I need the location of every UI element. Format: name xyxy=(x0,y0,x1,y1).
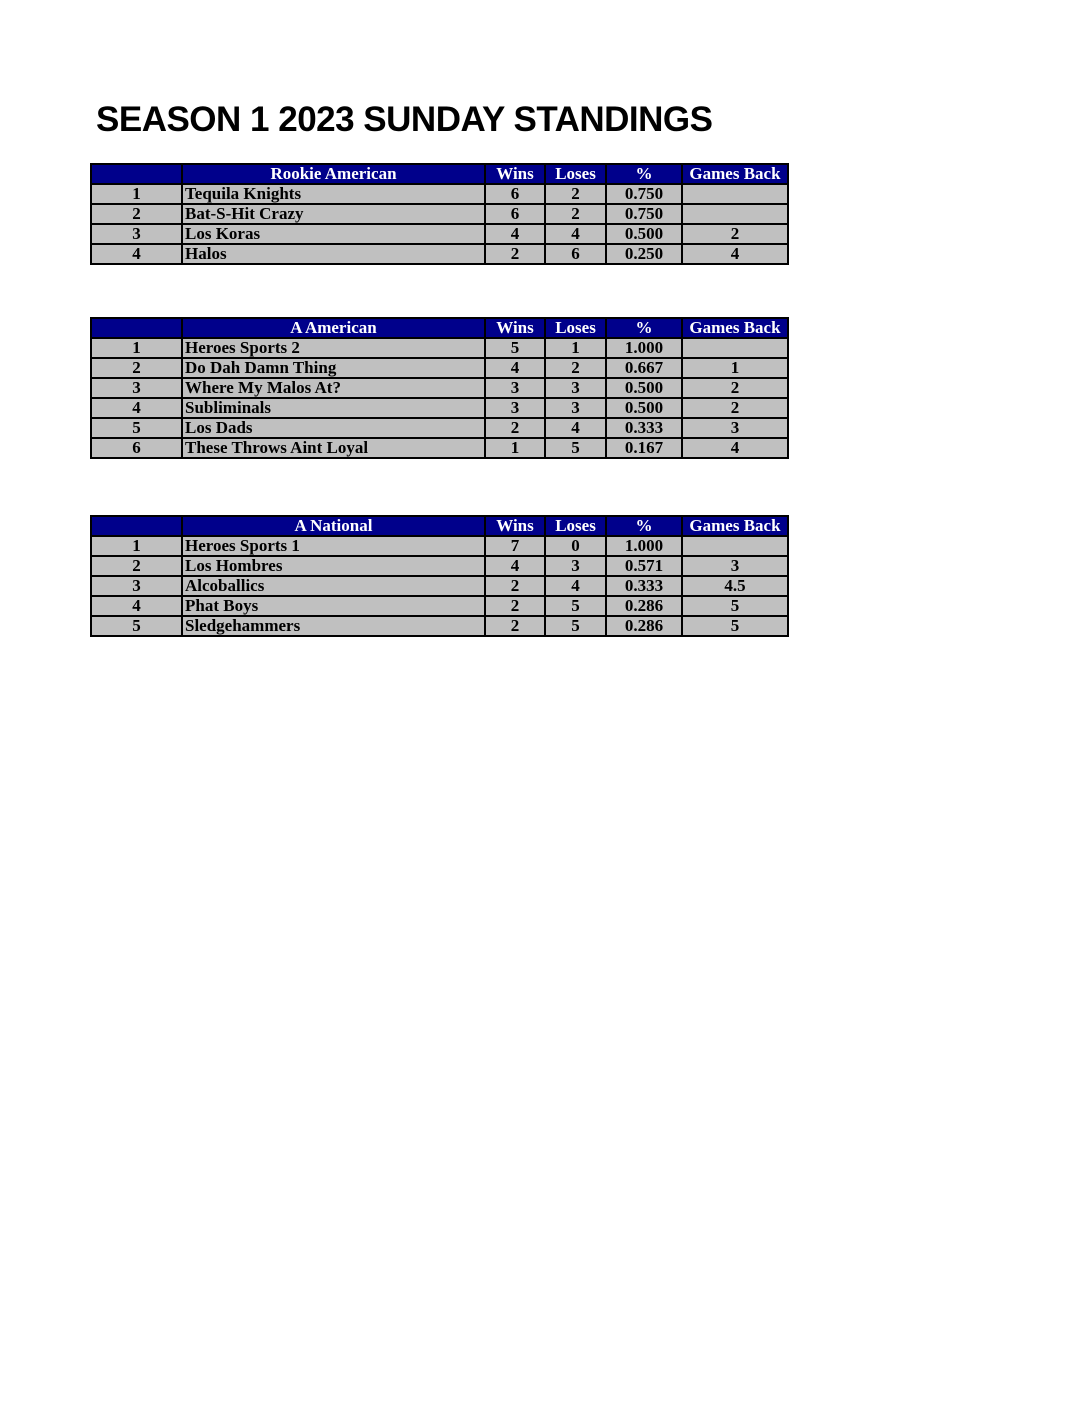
rank-header xyxy=(91,516,182,536)
table-row xyxy=(91,556,788,576)
loses-cell: 4 xyxy=(545,418,606,438)
loses-cell: 0 xyxy=(545,536,606,556)
games-back-cell: 4 xyxy=(682,438,788,458)
loses-cell: 2 xyxy=(545,184,606,204)
rank-cell: 2 xyxy=(91,204,182,224)
loses-cell: 1 xyxy=(545,338,606,358)
wins-cell: 4 xyxy=(485,556,545,576)
games-back-cell: 5 xyxy=(682,616,788,636)
games-back-cell: 2 xyxy=(682,378,788,398)
rank-cell: 4 xyxy=(91,596,182,616)
division-name-header: Rookie American xyxy=(182,164,485,184)
loses-cell: 4 xyxy=(545,224,606,244)
loses-header: Loses xyxy=(545,164,606,184)
rank-cell: 5 xyxy=(91,616,182,636)
pct-cell: 1.000 xyxy=(606,338,682,358)
games-back-cell xyxy=(682,204,788,224)
wins-cell: 3 xyxy=(485,378,545,398)
loses-cell: 5 xyxy=(545,596,606,616)
pct-header: % xyxy=(606,516,682,536)
pct-header: % xyxy=(606,318,682,338)
games-back-cell: 3 xyxy=(682,418,788,438)
division-name-header: A American xyxy=(182,318,485,338)
pct-cell: 0.500 xyxy=(606,224,682,244)
team-cell: Tequila Knights xyxy=(182,184,485,204)
pct-cell: 0.750 xyxy=(606,184,682,204)
pct-cell: 0.250 xyxy=(606,244,682,264)
pct-cell: 0.571 xyxy=(606,556,682,576)
games-back-cell: 2 xyxy=(682,398,788,418)
wins-cell: 3 xyxy=(485,398,545,418)
pct-cell: 0.500 xyxy=(606,398,682,418)
rank-header xyxy=(91,164,182,184)
loses-cell: 3 xyxy=(545,378,606,398)
rank-header xyxy=(91,318,182,338)
standings-table-rookie-american xyxy=(90,163,789,265)
wins-cell: 2 xyxy=(485,418,545,438)
team-cell: Heroes Sports 2 xyxy=(182,338,485,358)
team-cell: Do Dah Damn Thing xyxy=(182,358,485,378)
standings-table-a-national xyxy=(90,515,789,637)
team-cell: Phat Boys xyxy=(182,596,485,616)
rank-cell: 6 xyxy=(91,438,182,458)
wins-header: Wins xyxy=(485,164,545,184)
team-cell: Los Dads xyxy=(182,418,485,438)
games-back-cell: 1 xyxy=(682,358,788,378)
rank-cell: 5 xyxy=(91,418,182,438)
games-back-cell: 3 xyxy=(682,556,788,576)
wins-cell: 6 xyxy=(485,204,545,224)
rank-cell: 1 xyxy=(91,184,182,204)
table-row xyxy=(91,418,788,438)
rank-cell: 4 xyxy=(91,398,182,418)
table-row xyxy=(91,616,788,636)
table-header-row xyxy=(91,318,788,338)
division-name-header: A National xyxy=(182,516,485,536)
wins-cell: 6 xyxy=(485,184,545,204)
games-back-cell: 2 xyxy=(682,224,788,244)
team-cell: Los Hombres xyxy=(182,556,485,576)
loses-cell: 5 xyxy=(545,438,606,458)
table-row xyxy=(91,378,788,398)
loses-header: Loses xyxy=(545,516,606,536)
table-row xyxy=(91,184,788,204)
games-back-cell: 4.5 xyxy=(682,576,788,596)
table-header-row xyxy=(91,164,788,184)
pct-header: % xyxy=(606,164,682,184)
loses-cell: 3 xyxy=(545,398,606,418)
wins-cell: 5 xyxy=(485,338,545,358)
wins-header: Wins xyxy=(485,318,545,338)
pct-cell: 0.167 xyxy=(606,438,682,458)
rank-cell: 3 xyxy=(91,224,182,244)
rank-cell: 3 xyxy=(91,378,182,398)
games-back-header: Games Back xyxy=(682,164,788,184)
wins-header: Wins xyxy=(485,516,545,536)
games-back-cell xyxy=(682,184,788,204)
team-cell: Alcoballics xyxy=(182,576,485,596)
loses-cell: 2 xyxy=(545,204,606,224)
games-back-cell: 4 xyxy=(682,244,788,264)
standings-table-a-american xyxy=(90,317,789,459)
loses-cell: 5 xyxy=(545,616,606,636)
wins-cell: 7 xyxy=(485,536,545,556)
team-cell: Where My Malos At? xyxy=(182,378,485,398)
table-row xyxy=(91,398,788,418)
pct-cell: 0.500 xyxy=(606,378,682,398)
loses-cell: 6 xyxy=(545,244,606,264)
games-back-cell xyxy=(682,536,788,556)
rank-cell: 1 xyxy=(91,338,182,358)
wins-cell: 4 xyxy=(485,358,545,378)
team-cell: Heroes Sports 1 xyxy=(182,536,485,556)
loses-cell: 4 xyxy=(545,576,606,596)
table-row xyxy=(91,244,788,264)
games-back-cell: 5 xyxy=(682,596,788,616)
rank-cell: 2 xyxy=(91,358,182,378)
page-title: SEASON 1 2023 SUNDAY STANDINGS xyxy=(96,100,713,139)
team-cell: Sledgehammers xyxy=(182,616,485,636)
pct-cell: 0.750 xyxy=(606,204,682,224)
rank-cell: 1 xyxy=(91,536,182,556)
wins-cell: 2 xyxy=(485,244,545,264)
pct-cell: 0.286 xyxy=(606,616,682,636)
table-row xyxy=(91,204,788,224)
wins-cell: 2 xyxy=(485,596,545,616)
team-cell: Los Koras xyxy=(182,224,485,244)
team-cell: Bat-S-Hit Crazy xyxy=(182,204,485,224)
pct-cell: 0.667 xyxy=(606,358,682,378)
games-back-header: Games Back xyxy=(682,516,788,536)
loses-cell: 2 xyxy=(545,358,606,378)
table-header-row xyxy=(91,516,788,536)
table-row xyxy=(91,338,788,358)
loses-header: Loses xyxy=(545,318,606,338)
pct-cell: 0.333 xyxy=(606,576,682,596)
rank-cell: 2 xyxy=(91,556,182,576)
wins-cell: 1 xyxy=(485,438,545,458)
table-row xyxy=(91,224,788,244)
wins-cell: 2 xyxy=(485,616,545,636)
rank-cell: 3 xyxy=(91,576,182,596)
team-cell: Halos xyxy=(182,244,485,264)
wins-cell: 4 xyxy=(485,224,545,244)
wins-cell: 2 xyxy=(485,576,545,596)
loses-cell: 3 xyxy=(545,556,606,576)
rank-cell: 4 xyxy=(91,244,182,264)
games-back-cell xyxy=(682,338,788,358)
games-back-header: Games Back xyxy=(682,318,788,338)
table-row xyxy=(91,536,788,556)
team-cell: Subliminals xyxy=(182,398,485,418)
pct-cell: 0.333 xyxy=(606,418,682,438)
table-row xyxy=(91,576,788,596)
table-row xyxy=(91,358,788,378)
team-cell: These Throws Aint Loyal xyxy=(182,438,485,458)
pct-cell: 1.000 xyxy=(606,536,682,556)
table-row xyxy=(91,596,788,616)
table-row xyxy=(91,438,788,458)
pct-cell: 0.286 xyxy=(606,596,682,616)
